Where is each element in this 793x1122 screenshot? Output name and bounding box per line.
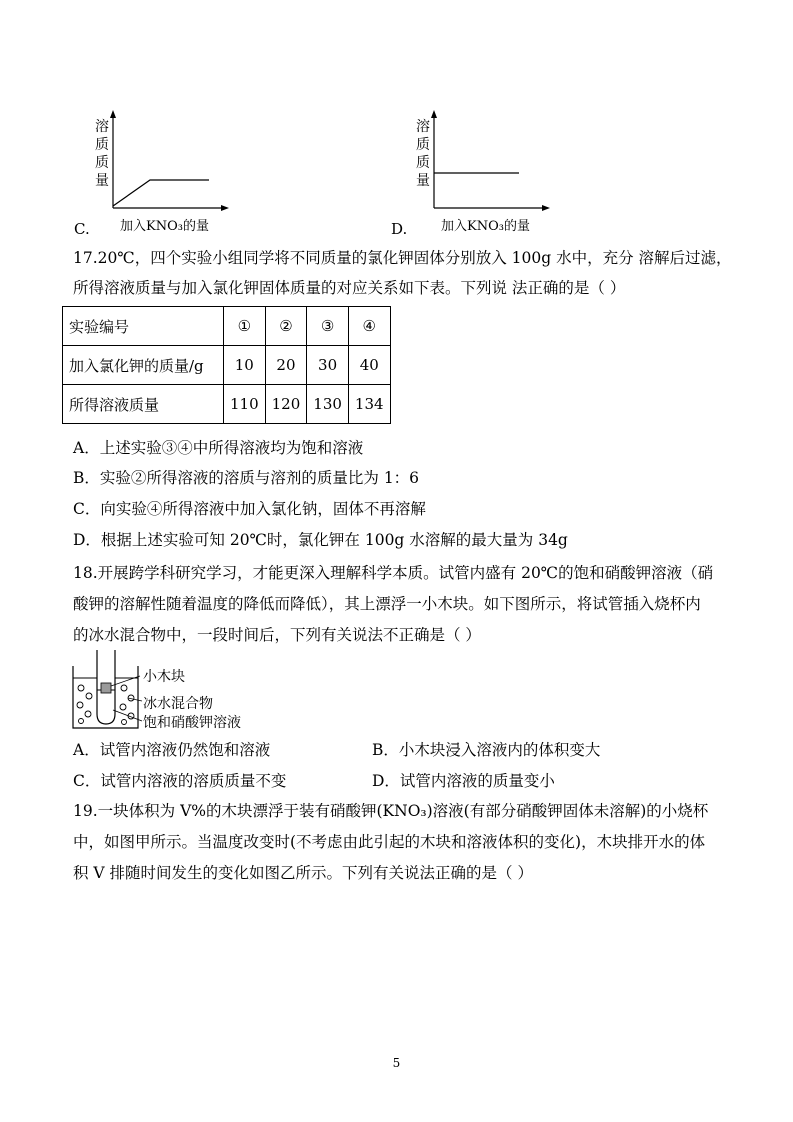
table-cell: 110: [224, 385, 266, 424]
graph-c-curve: [113, 180, 209, 206]
table-cell: 30: [307, 346, 349, 385]
q18-option-a[interactable]: A．试管内溶液仍然饱和溶液: [73, 741, 271, 759]
graph-c-plot: [105, 110, 230, 215]
graph-d-y-arrow: [431, 110, 437, 118]
table-cell: ①: [224, 307, 266, 346]
graph-c-xlabel: 加入KNO₃的量: [120, 219, 209, 234]
q17-stem-line-1: 17.20℃，四个实验小组同学将不同质量的氯化钾固体分别放入 100g 水中，充分 溶解后过滤，: [73, 249, 732, 267]
graph-c-x-arrow: [221, 205, 229, 211]
q17-data-table: [62, 306, 391, 424]
graph-d-ylabel-3: 质: [416, 155, 430, 171]
table-cell: 10: [224, 346, 266, 385]
graph-c-ylabel-3: 质: [95, 155, 109, 171]
q18-label-ice-water: 冰水混合物: [143, 696, 213, 712]
table-row: [63, 385, 391, 424]
table-row: [63, 346, 391, 385]
table-cell: ④: [348, 307, 390, 346]
q18-stem-line-1: 18.开展跨学科研究学习，才能更深入理解科学本质。试管内盛有 20℃的饱和硝酸钾溶液（硝: [73, 564, 714, 582]
q17-stem-line-2: 所得溶液质量与加入氯化钾固体质量的对应关系如下表。下列说 法正确的是（ ）: [73, 279, 626, 297]
graph-d-x-arrow: [542, 205, 550, 211]
graph-d-ylabel-2: 质: [416, 137, 430, 153]
table-cell: 20: [265, 346, 307, 385]
wood-block: [101, 683, 111, 693]
graph-c-ylabel-2: 质: [95, 137, 109, 153]
q17-option-d[interactable]: D．根据上述实验可知 20℃时，氯化钾在 100g 水溶解的最大量为 34g: [73, 531, 568, 549]
graph-d-ylabel-1: 溶: [416, 119, 430, 135]
q18-option-d[interactable]: D．试管内溶液的质量变小: [372, 772, 555, 790]
q18-stem-line-2: 酸钾的溶解性随着温度的降低而降低），其上漂浮一小木块。如下图所示，将试管插入烧杯内: [73, 595, 701, 613]
q19-stem-line-2: 中，如图甲所示。当温度改变时(不考虑由此引起的木块和溶液体积的变化)，木块排开水的体: [73, 833, 706, 851]
table-cell: ③: [307, 307, 349, 346]
table-cell: 40: [348, 346, 390, 385]
q18-label-saturated-solution: 饱和硝酸钾溶液: [143, 715, 241, 731]
graph-c-ylabel-4: 量: [95, 173, 109, 189]
graph-d-plot: [426, 110, 551, 215]
graph-c-ylabel-1: 溶: [95, 119, 109, 135]
table-cell: 134: [348, 385, 390, 424]
table-cell: 实验编号: [63, 307, 224, 346]
table-cell: 加入氯化钾的质量/g: [63, 346, 224, 385]
q19-stem-line-3: 积 V 排随时间发生的变化如图乙所示。下列有关说法正确的是（ ）: [73, 864, 533, 882]
graph-c-letter: C.: [74, 220, 90, 238]
q18-stem-line-3: 的冰水混合物中，一段时间后，下列有关说法不正确是（ ）: [73, 626, 481, 644]
table-cell: 120: [265, 385, 307, 424]
table-cell: ②: [265, 307, 307, 346]
q18-option-c[interactable]: C．试管内溶液的溶质质量不变: [73, 772, 287, 790]
table-cell: 所得溶液质量: [63, 385, 224, 424]
page-number: 5: [392, 1056, 401, 1070]
q18-option-b[interactable]: B．小木块浸入溶液内的体积变大: [372, 741, 601, 759]
graph-d-ylabel-4: 量: [416, 173, 430, 189]
q18-label-wood-block: 小木块: [143, 669, 185, 685]
q17-option-c[interactable]: C．向实验④所得溶液中加入氯化钠，固体不再溶解: [73, 500, 426, 518]
q17-option-a[interactable]: A．上述实验③④中所得溶液均为饱和溶液: [73, 439, 364, 457]
graph-c-y-arrow: [110, 110, 116, 118]
q17-option-b[interactable]: B．实验②所得溶液的溶质与溶剂的质量比为 1：6: [73, 469, 420, 487]
q18-beaker-figure: [70, 648, 145, 733]
graph-d-xlabel: 加入KNO₃的量: [441, 219, 530, 234]
table-cell: 130: [307, 385, 349, 424]
table-row: [63, 307, 391, 346]
graph-d-letter: D.: [391, 220, 408, 238]
q19-stem-line-1: 19.一块体积为 V%的木块漂浮于装有硝酸钾(KNO₃)溶液(有部分硝酸钾固体未溶解)的小烧杯: [73, 802, 709, 820]
